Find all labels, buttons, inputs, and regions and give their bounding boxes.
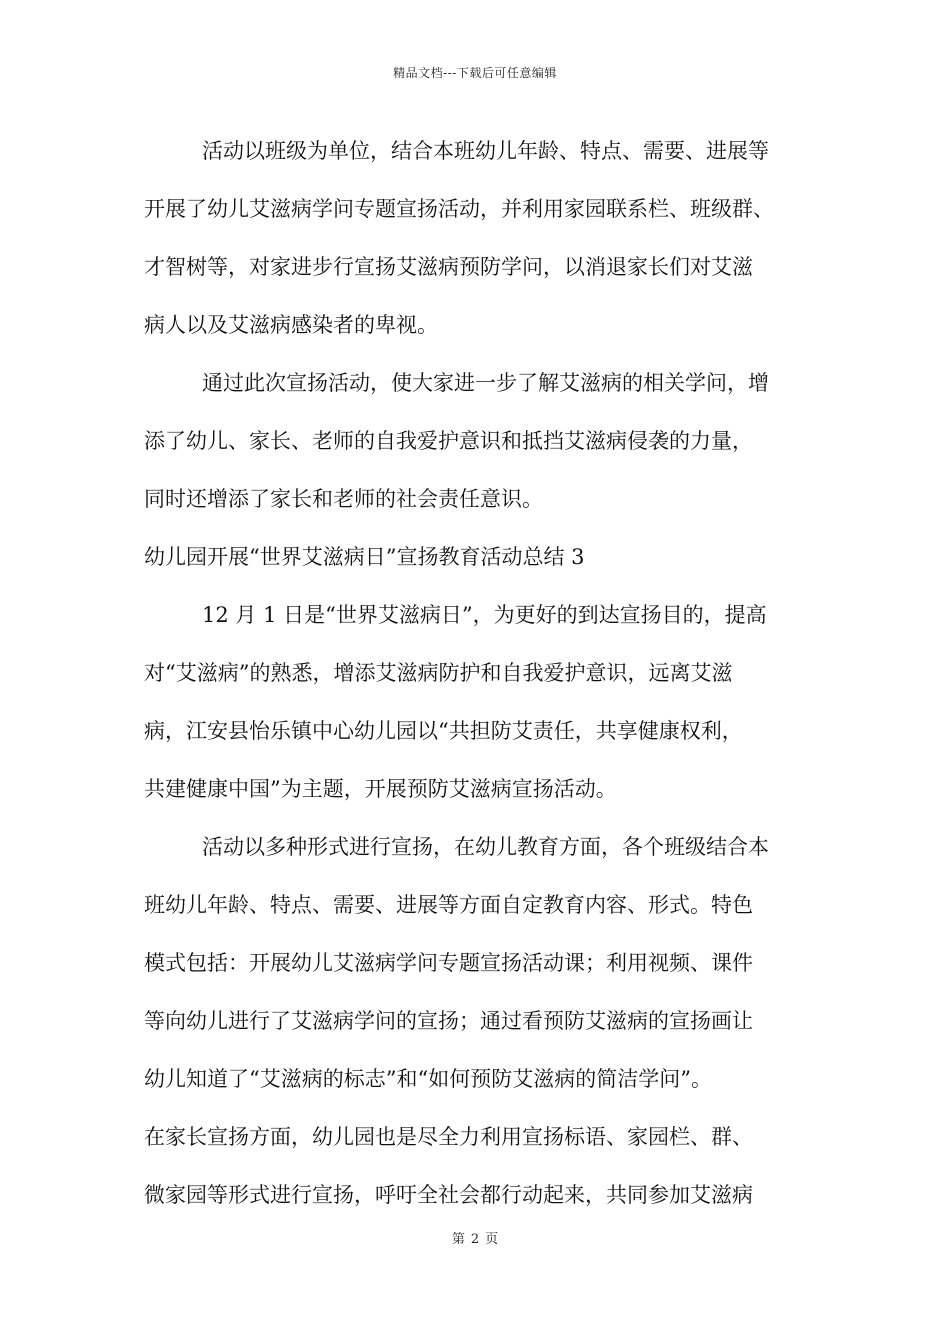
page-header: 精品文档---下载后可任意编辑 [393,66,557,80]
document-body [144,122,816,1224]
text-line: 病，江安县怡乐镇中心幼儿园以“共担防艾责任，共享健康权利， [144,719,743,743]
text-line: 同时还增添了家长和老师的社会责任意识。 [144,487,543,511]
text-line: 幼儿知道了“艾滋病的标志”和“如何预防艾滋病的简洁学问”。 [144,1067,712,1091]
text-line: 开展了幼儿艾滋病学问专题宣扬活动，并利用家园联系栏、班级群、 [144,197,774,221]
text-line: 才智树等，对家进步行宣扬艾滋病预防学问，以消退家长们对艾滋 [144,255,753,279]
text-line: 添了幼儿、家长、老师的自我爱护意识和抵挡艾滋病侵袭的力量， [144,429,753,453]
text-line: 班幼儿年龄、特点、需要、进展等方面自定教育内容、形式。特色 [144,893,753,917]
page-number-suffix: 页 [485,1232,499,1247]
text-line: 通过此次宣扬活动，使大家进一步了解艾滋病的相关学问，增 [202,371,769,395]
page-footer [0,1228,950,1247]
text-line: 病人以及艾滋病感染者的卑视。 [144,313,438,337]
text-line: 活动以班级为单位，结合本班幼儿年龄、特点、需要、进展等 [202,139,769,163]
text-line: 共建健康中国”为主题，开展预防艾滋病宣扬活动。 [144,777,617,801]
text-line: 微家园等形式进行宣扬，呼吁全社会都行动起来，共同参加艾滋病 [144,1183,753,1207]
text-line: 12 月 1 日是“世界艾滋病日”，为更好的到达宣扬目的，提高 [202,603,767,627]
text-line: 模式包括：开展幼儿艾滋病学问专题宣扬活动课；利用视频、课件 [144,951,753,975]
page-number-prefix: 第 [451,1232,465,1247]
text-line: 活动以多种形式进行宣扬，在幼儿教育方面，各个班级结合本 [202,835,769,859]
page-number: 2 [470,1232,480,1247]
text-line: 等向幼儿进行了艾滋病学问的宣扬；通过看预防艾滋病的宣扬画让 [144,1009,753,1033]
section-heading: 幼儿园开展“世界艾滋病日”宣扬教育活动总结 3 [144,545,585,569]
text-line: 在家长宣扬方面，幼儿园也是尽全力利用宣扬标语、家园栏、群、 [144,1125,753,1149]
text-line: 对“艾滋病”的熟悉，增添艾滋病防护和自我爱护意识，远离艾滋 [144,661,733,685]
